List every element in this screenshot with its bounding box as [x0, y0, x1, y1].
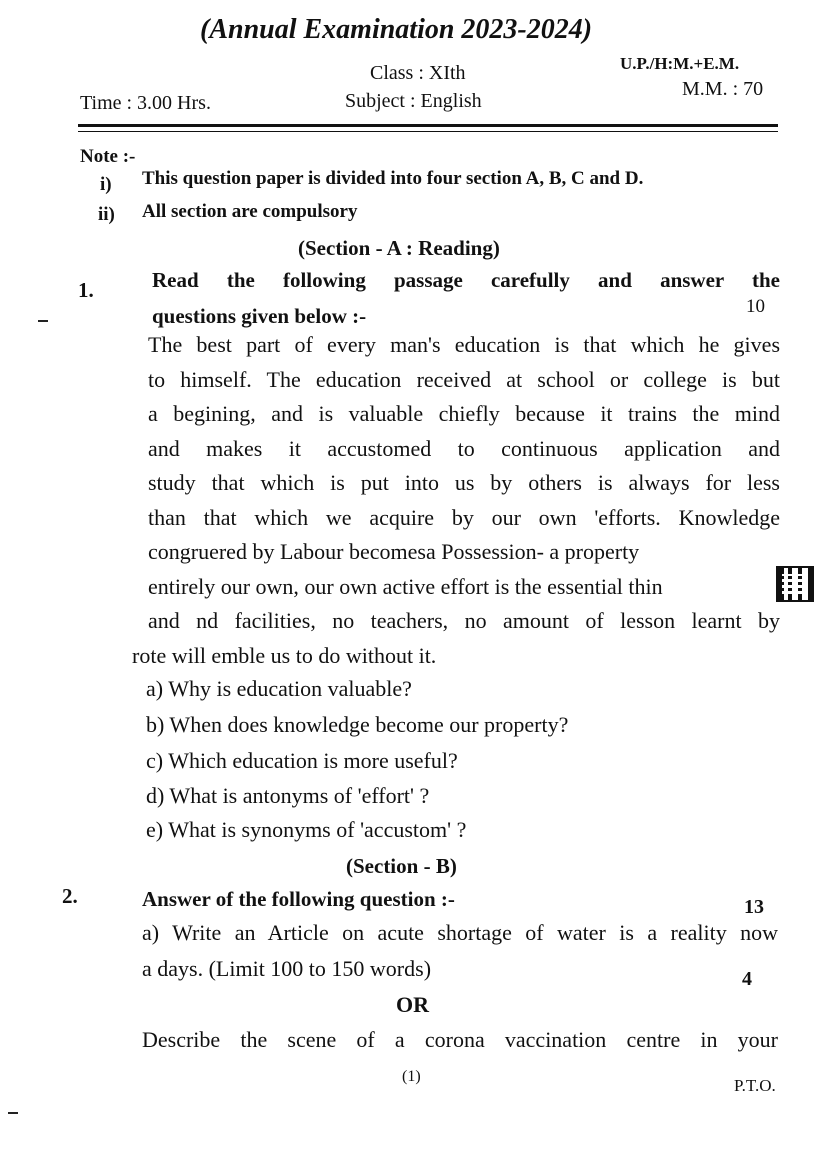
question-2-instruction: Answer of the following question :- — [142, 887, 455, 911]
question-2a-text-cont: a days. (Limit 100 to 150 words) — [142, 956, 432, 981]
header-divider-thin — [78, 131, 778, 132]
question-1-instruction: Read the following passage carefully and answer the — [152, 268, 780, 292]
page-number: (1) — [402, 1068, 421, 1085]
or-separator: OR — [396, 992, 429, 1017]
passage-line: and nd facilities, no teachers, no amount of lesson learnt by — [148, 608, 780, 633]
pto-label: P.T.O. — [734, 1076, 776, 1095]
passage-line: a begining, and is valuable chiefly because it trains the mind — [148, 401, 780, 426]
section-a-heading: (Section - A : Reading) — [298, 236, 500, 260]
time-label: Time : 3.00 Hrs. — [80, 92, 211, 114]
passage-line: rote will emble us to do without it. — [132, 642, 437, 668]
max-marks: M.M. : 70 — [682, 78, 764, 100]
passage-line: to himself. The education received at school or college is but — [148, 366, 780, 392]
passage-line: The best part of every man's education is that which he gives — [148, 332, 780, 357]
exam-title: (Annual Examination 2023-2024) — [200, 14, 593, 45]
question-2a-marks: 4 — [742, 968, 752, 990]
qr-code-icon — [776, 566, 814, 602]
passage-line: entirely our own, our own active effort is the essential thin — [148, 573, 663, 599]
comprehension-question: b) When does knowledge become our property? — [146, 712, 569, 737]
question-2-marks: 13 — [744, 896, 764, 918]
question-1-number: 1. — [78, 278, 94, 302]
passage-line: and makes it accustomed to continuous application and — [148, 435, 780, 461]
scan-mark — [8, 1112, 18, 1114]
class-label: Class : XIth — [370, 62, 466, 84]
paper-code: U.P./H:M.+E.M. — [620, 54, 740, 73]
comprehension-question: d) What is antonyms of 'effort' ? — [146, 783, 430, 808]
question-1-marks: 10 — [746, 296, 765, 317]
question-2-number: 2. — [62, 884, 78, 908]
note-item-number: ii) — [98, 204, 115, 225]
comprehension-question: e) What is synonyms of 'accustom' ? — [146, 817, 467, 842]
note-heading: Note :- — [80, 146, 136, 167]
passage-line: study that which is put into us by others is always for less — [148, 470, 780, 495]
reading-passage — [132, 328, 780, 673]
scan-mark — [38, 320, 48, 322]
question-2-alternative: Describe the scene of a corona vaccination centre in your — [142, 1027, 778, 1052]
question-2a-text: a) Write an Article on acute shortage of water is a reality now — [142, 920, 778, 945]
comprehension-question: c) Which education is more useful? — [146, 748, 458, 773]
passage-line: than that which we acquire by our own 'efforts. Knowledge — [148, 504, 780, 530]
subject-label: Subject : English — [345, 90, 482, 112]
question-1-instruction-cont: questions given below :- — [152, 304, 367, 328]
note-item-number: i) — [100, 174, 112, 195]
comprehension-question: a) Why is education valuable? — [146, 676, 412, 701]
section-b-heading: (Section - B) — [346, 854, 457, 878]
passage-line: congruered by Labour becomesa Possession- a property — [148, 539, 640, 564]
note-item-text: All section are compulsory — [142, 201, 358, 222]
note-item-text: This question paper is divided into four section A, B, C and D. — [142, 168, 644, 189]
header-divider-thick — [78, 124, 778, 127]
